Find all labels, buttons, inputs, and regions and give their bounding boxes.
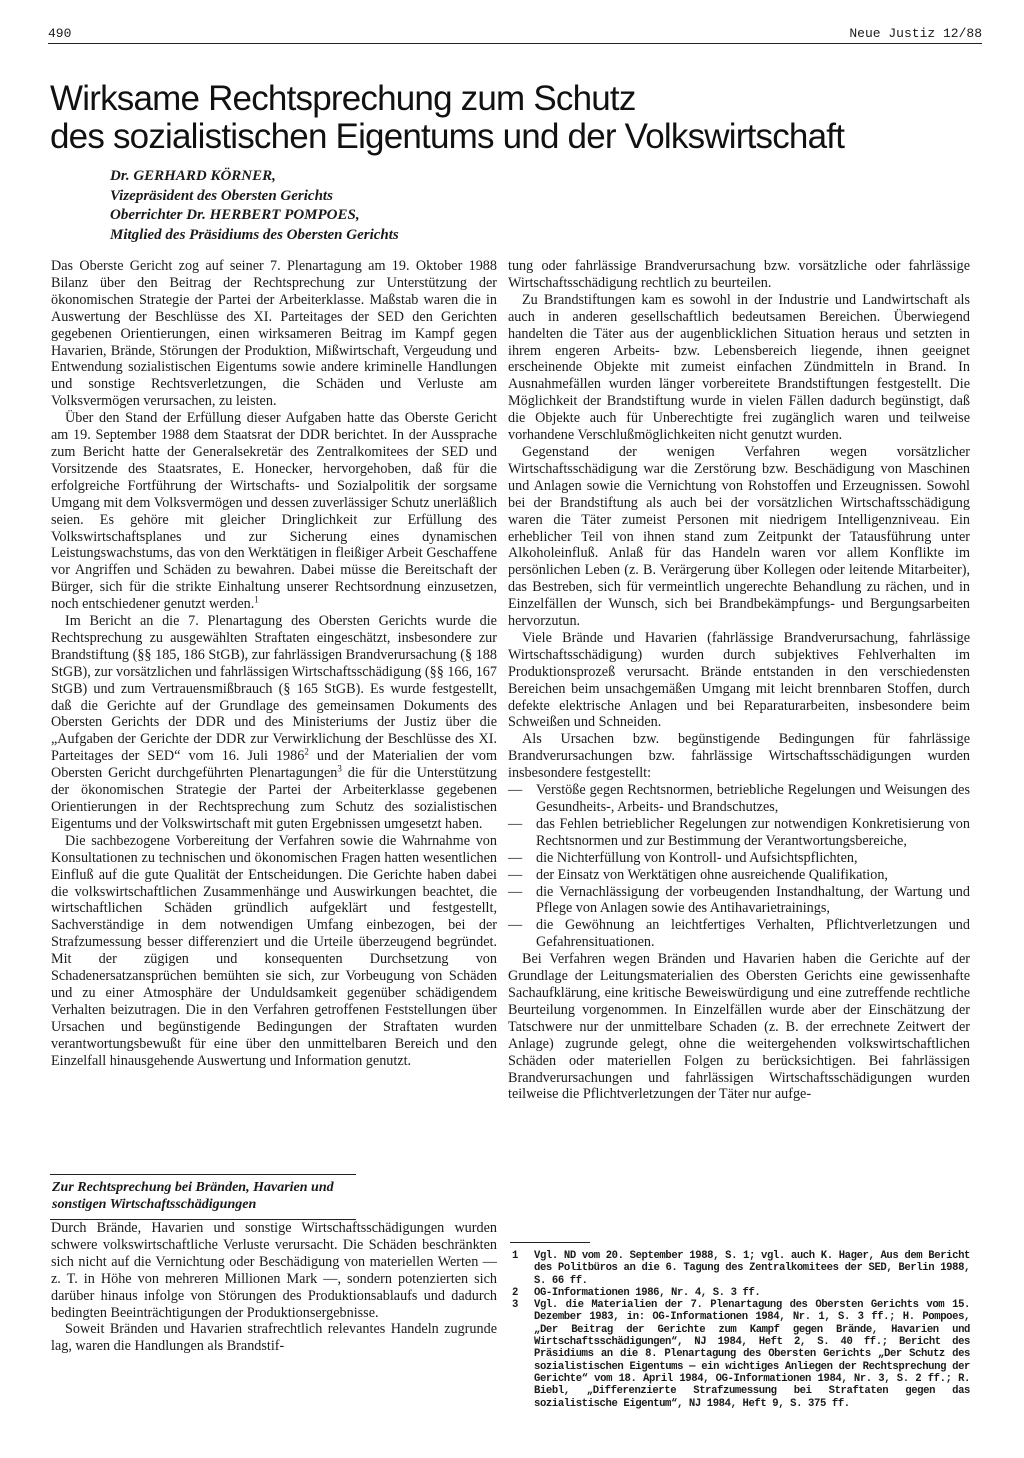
list-item: — die Vernachlässigung der vorbeugenden Instandhaltung, der Wartung und Pflege von Anlagen sowie des Antihavarietrainings, xyxy=(508,883,970,917)
dash: — xyxy=(508,815,523,832)
footnotes xyxy=(512,1250,970,1410)
dash: — xyxy=(508,866,523,883)
footnote-number: 1 xyxy=(512,1250,518,1262)
author-block xyxy=(110,167,710,245)
footnote-text: Vgl. ND vom 20. September 1988, S. 1; vgl. auch K. Hager, Aus dem Bericht des Politbüros an die 6. Tagung des Zentralkomitees der SED, Berlin 1988, S. 66 ff. xyxy=(534,1250,970,1287)
footnote-number: 2 xyxy=(512,1286,518,1299)
list-item: — Verstöße gegen Rechtsnormen, betriebliche Regelungen und Weisungen des Gesundheits-, Arbeits- und Brandschutzes, xyxy=(508,782,970,815)
dash: — xyxy=(508,849,523,866)
author-2-role: Mitglied des Präsidiums des Obersten Gerichts xyxy=(110,226,399,243)
paragraph-text: Im Bericht an die 7. Plenartagung des Obersten Gerichts wurde die Rechtsprechung zu ausgewählten Straftaten eingeschätzt, insbesondere zur Brandstiftung (§§ 185, 186 StGB), zur fahrlässigen Brandverursachung (§ 188 StGB), zur vorsätzlichen und fahrlässigen Wirtschaftsschädigung (§§ 166, 167 StGB) und zum Vertrauensmißbrauch (§ 165 StGB). Es wurde festgestellt, daß die Gerichte auf der Grundlage des gemeinsamen Dokuments des Obersten Gerichts der DDR und des Ministeriums der Justiz über die „Aufgaben der Gerichte der DDR zur Verwirklichung der Beschlüsse des XI. Parteitages der SED“ vom 16. Juli 1986 xyxy=(51,613,497,765)
paragraph: Als Ursachen bzw. begünstigende Bedingungen für fahrlässige Brandverursachungen bzw. fahrlässige Wirtschaftsschädigungen wurden insbesondere festgestellt: xyxy=(508,731,970,782)
left-column xyxy=(51,258,497,1070)
paragraph-text: Über den Stand der Erfüllung dieser Aufgaben hatte das Oberste Gericht am 19. September 1988 dem Staatsrat der DDR berichtet. In der Aussprache zum Bericht hatte der Generalsekretär des Zentralkomitees der SED und Vorsitzende des Staatsrates, E. Honecker, hervorgehoben, daß für die erfolgreiche Fortführung der Wirtschafts- und Sozialpolitik der sorgsame Umgang mit dem Volksvermögen und dessen zuverlässiger Schutz unerläßlich seien. Es gehöre mit gleicher Dringlichkeit zur Erfüllung des Volkswirtschaftsplanes und zur Sicherung eines dynamischen Leistungswachstums, das von den Werktätigen in fleißiger Arbeit Geschaffene vor Angriffen und Schäden zu bewahren. Dabei müsse die Bereitschaft der Bürger, sich für die strikte Einhaltung unserer Rechtsordnung einzusetzen, noch entschiedener genutzt werden. xyxy=(51,410,497,613)
footnote-separator xyxy=(510,1242,590,1243)
paragraph: Zu Brandstiftungen kam es sowohl in der Industrie und Landwirtschaft als auch in anderen gesellschaftlich bedeutsamen Bereichen. Überwiegend handelten die Täter aus der augenblicklichen Situation heraus und setzten in ihrem engeren Arbeits- bzw. Lebensbereich liegende, ihnen geeignet erscheinende Objekte mit zumeist einfachen Zündmitteln in Brand. In Ausnahmefällen wurden länger vorbereitete Brandstiftungen festgestellt. Die Möglichkeit der Brandstiftung wurde in vielen Fällen dadurch begünstigt, daß die Objekte auch für Unberechtigte frei zugänglich waren und teilweise vorhandene Verschlußmöglichkeiten nicht genutzt wurden. xyxy=(508,291,970,444)
footnote-number: 3 xyxy=(512,1299,518,1312)
paragraph: Die sachbezogene Vorbereitung der Verfahren sowie die Wahrnahme von Konsultationen zu technischen und ökonomischen Fragen hatten wesentlichen Einfluß auf die gute Qualität der Entscheidungen. Die Gerichte haben dabei die volkswirtschaftlichen Zusammenhänge und Auswirkungen beachtet, die wirtschaftlichen Schäden gründlich aufgeklärt und festgestellt, Sachverständige in dem notwendigen Umfang einbezogen, bei der Strafzumessung besser differenziert und die Urteile überzeugend begründet. Mit der zügigen und konsequenten Durchsetzung von Schadenersatzansprüchen bemühten sie sich, zur Vorbeugung von Schäden und zu einer Atmosphäre der Unduldsamkeit gegenüber schädigendem Verhalten beizutragen. Die in den Verfahren getroffenen Feststellungen über Ursachen und begünstigende Bedingungen der Straftaten wurden verantwortungsbewußt für eine über den unmittelbaren Bereich und den Einzelfall hinausgehende Auswertung und Information genutzt. xyxy=(51,832,497,1069)
paragraph xyxy=(51,410,497,613)
left-column-section-2 xyxy=(51,1220,497,1355)
list-item: — die Nichterfüllung von Kontroll- und Aufsichtspflichten, xyxy=(508,849,858,866)
dash: — xyxy=(508,782,523,799)
causes-list xyxy=(508,782,970,951)
paragraph: Gegenstand der wenigen Verfahren wegen vorsätzlicher Wirtschaftsschädigung war die Zerstörung bzw. Beschädigung von Maschinen und Anlagen sowie die Vernichtung von Rohstoffen und Erzeugnissen. Sowohl bei der Brandstiftung als auch bei der vorsätzlichen Wirtschaftsschädigung waren die Täter zumeist Personen mit niedrigem Intelligenzniveau. Ein erheblicher Teil von ihnen stand zum Zeitpunkt der Tatausführung unter Alkoholeinfluß. Anlaß für das Handeln waren vor allem Konflikte im persönlichen Leben (z. B. Verärgerung über Kollegen oder leitende Mitarbeiter), das Bestreben, sich für vermeintlich ungerechte Behandlung zu rächen, und in Einzelfällen der Wunsch, sich bei Brandbekämpfungs- und Bergungsarbeiten hervorzutun. xyxy=(508,443,970,630)
page-number: 490 xyxy=(48,26,72,41)
list-item: — das Fehlen betrieblicher Regelungen zur notwendigen Konkretisierung von Rechtsnormen und zur Bestimmung der Verantwortungsbereiche, xyxy=(508,815,970,849)
list-item: — der Einsatz von Werktätigen ohne ausreichende Qualifikation, xyxy=(508,866,888,883)
paragraph: Soweit Bränden und Havarien strafrechtlich relevantes Handeln zugrunde lag, waren die Handlungen als Brandstif- xyxy=(51,1321,497,1355)
paragraph: Bei Verfahren wegen Bränden und Havarien haben die Gerichte auf der Grundlage der Leitungsmaterialien des Obersten Gerichts eine gewissenhafte Sachaufklärung, eine kritische Beweiswürdigung und eine zutreffende rechtliche Beurteilung vorgenommen. In Einzelfällen wurde aber der Einschätzung der Tatschwere nur der unmittelbare Schaden (z. B. der errechnete Zeitwert der Anlage) zugrunde gelegt, ohne die weitergehenden volkswirtschaftlichen Schäden oder materiellen Folgen zu berücksichtigen. Bei fahrlässigen Brandverursachungen und fahrlässigen Wirtschaftsschädigungen wurden teilweise die Pflichtverletzungen der Täter nur aufge- xyxy=(508,951,970,1103)
footnote-ref: 2 xyxy=(304,746,309,757)
author-1-name: Dr. GERHARD KÖRNER, xyxy=(110,168,276,184)
author-2-name: Oberrichter Dr. HERBERT POMPOES, xyxy=(110,207,360,223)
running-header xyxy=(48,26,982,44)
paragraph-text: die für die Unterstützung der ökonomischen Strategie der Partei der Arbeiterklasse gegebenen Orientierungen in der Rechtsprechung zum Schutz des sozialistischen Eigentums und der Volkswirtschaft mit guten Ergebnissen umgesetzt haben. xyxy=(51,765,497,832)
paragraph-text: und der Materialien der vom Obersten Gericht durchgeführten Plenartagungen xyxy=(51,748,498,782)
footnote-text: Vgl. die Materialien der 7. Plenartagung des Obersten Gerichts vom 15. Dezember 1983, in: OG-Informationen 1984, Nr. 1, S. 3 ff.; H. Pompoes, „Der Beitrag der Gerichte zum Kampf gegen Brände, Havarien und Wirtschaftsschädigungen“, NJ 1984, Heft 2, S. 40 ff.; Bericht des Präsidiums an die 8. Plenartagung des Obersten Gerichts „Der Schutz des sozialistischen Eigentums — ein wichtiges Anliegen der Rechtsprechung der Gerichte“ vom 18. April 1984, OG-Informationen 1984, Nr. 3, S. 2 ff.; R. Biebl, „Differenzierte Strafzumessung bei Straftaten gegen das sozialistische Eigentum“, NJ 1984, Heft 9, S. 375 ff. xyxy=(534,1299,970,1410)
paragraph xyxy=(51,613,497,833)
dash: — xyxy=(508,883,523,900)
footnote-ref: 3 xyxy=(337,763,342,774)
list-item: — die Gewöhnung an leichtfertiges Verhalten, Pflichtverletzungen und Gefahrensituationen. xyxy=(508,917,970,951)
title-line-2: des sozialistischen Eigentums und der Volkswirtschaft xyxy=(50,117,845,156)
right-column xyxy=(508,258,970,1103)
footnote-ref: 1 xyxy=(254,594,259,605)
paragraph: tung oder fahrlässige Brandverursachung bzw. vorsätzliche oder fahrlässige Wirtschaftsschädigung rechtlich zu beurteilen. xyxy=(508,258,970,291)
author-1-role: Vizepräsident des Obersten Gerichts xyxy=(110,187,333,204)
section-subheading: Zur Rechtsprechung bei Bränden, Havarien und sonstigen Wirtschaftsschädigungen xyxy=(50,1174,356,1220)
article-title xyxy=(50,80,980,156)
paragraph: Durch Brände, Havarien und sonstige Wirtschaftsschädigungen wurden schwere volkswirtschaftliche Verluste verursacht. Die Schäden beschränkten sich nicht auf die Vernichtung oder Beschädigung von materiellen Werten — z. T. in Höhe von mehreren Millionen Mark —, sondern potenzierten sich darüber hinaus infolge von Störungen des Produktionsablaufs und dadurch bedingten Beeinträchtigungen der Produktionsergebnisse. xyxy=(51,1220,497,1321)
footnote xyxy=(512,1287,970,1299)
dash: — xyxy=(508,917,523,934)
journal-issue: Neue Justiz 12/88 xyxy=(849,26,982,41)
footnote xyxy=(512,1299,970,1410)
paragraph: Das Oberste Gericht zog auf seiner 7. Plenartagung am 19. Oktober 1988 Bilanz über den Beitrag der Rechtsprechung zur Unterstützung der ökonomischen Strategie der Partei der Arbeiterklasse. Maßstab waren die in Auswertung der Beschlüsse des XI. Parteitages der SED den Gerichten gegebenen Orientierungen, einen wirksameren Beitrag im Kampf gegen Havarien, Brände, Störungen der Produktion, Mißwirtschaft, Vergeudung und Entwendung sozialistischen Eigentums sowie andere kriminelle Handlungen und sonstige Rechtsverletzungen, die Schäden und Verluste am Volksvermögen verursachen, zu leisten. xyxy=(51,258,497,410)
footnote-text: OG-Informationen 1986, Nr. 4, S. 3 ff. xyxy=(534,1286,761,1299)
title-line-1: Wirksame Rechtsprechung zum Schutz xyxy=(50,79,636,118)
footnote xyxy=(512,1250,970,1287)
paragraph: Viele Brände und Havarien (fahrlässige Brandverursachung, fahrlässige Wirtschaftsschädigung) wurden durch subjektives Fehlverhalten im Produktionsprozeß verursacht. Brände entstanden in den verschiedensten Bereichen beim unsachgemäßen Umgang mit leicht brennbaren Stoffen, durch defekte elektrische Anlagen und bei Reparaturarbeiten, insbesondere beim Schweißen und Schneiden. xyxy=(508,629,970,731)
